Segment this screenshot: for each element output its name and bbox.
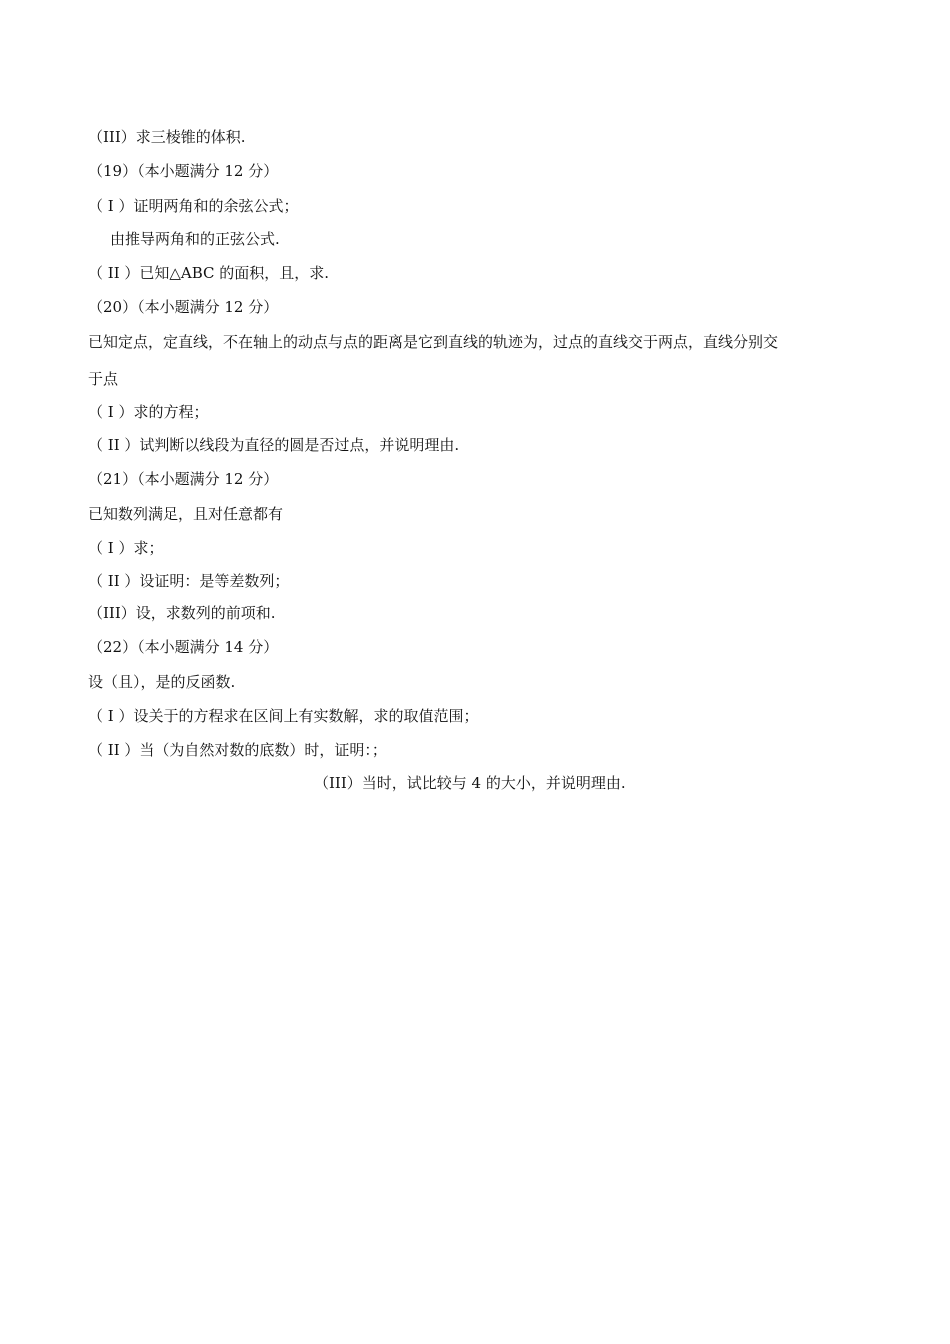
q19-part1: （ I ）证明两角和的余弦公式； <box>88 197 299 215</box>
q21-part1: （ I ）求； <box>88 539 164 557</box>
q22-part2: （ II ）当（为自然对数的底数）时，证明：； <box>88 741 387 759</box>
q20-stem-line1: 已知定点，定直线，不在轴上的动点与点的距离是它到直线的轨迹为，过点的直线交于两点，直线分别交 <box>88 333 779 351</box>
q20-part1: （ I ）求的方程； <box>88 403 209 421</box>
q22-heading: （22）（本小题满分 14 分） <box>88 638 279 656</box>
q22-part1: （ I ）设关于的方程求在区间上有实数解，求的取值范围； <box>88 707 479 725</box>
q22-part3: （III）当时，试比较与 4 的大小，并说明理由. <box>314 774 626 792</box>
q20-stem-line2: 于点 <box>88 370 119 388</box>
q22-stem: 设（且），是的反函数. <box>88 673 236 691</box>
q19-part1-continued: 由推导两角和的正弦公式. <box>110 230 280 248</box>
q20-heading: （20）（本小题满分 12 分） <box>88 298 279 316</box>
q19-heading: （19）（本小题满分 12 分） <box>88 162 279 180</box>
q21-stem: 已知数列满足，且对任意都有 <box>88 505 284 523</box>
q19-part2: （ II ）已知△ABC 的面积，且，求. <box>88 264 330 282</box>
q20-part2: （ II ）试判断以线段为直径的圆是否过点，并说明理由. <box>88 436 460 454</box>
q21-heading: （21）（本小题满分 12 分） <box>88 470 279 488</box>
q18-part3: （III）求三棱锥的体积. <box>88 128 246 146</box>
q21-part3: （III）设，求数列的前项和. <box>88 604 276 622</box>
q21-part2: （ II ）设证明：是等差数列； <box>88 572 290 590</box>
